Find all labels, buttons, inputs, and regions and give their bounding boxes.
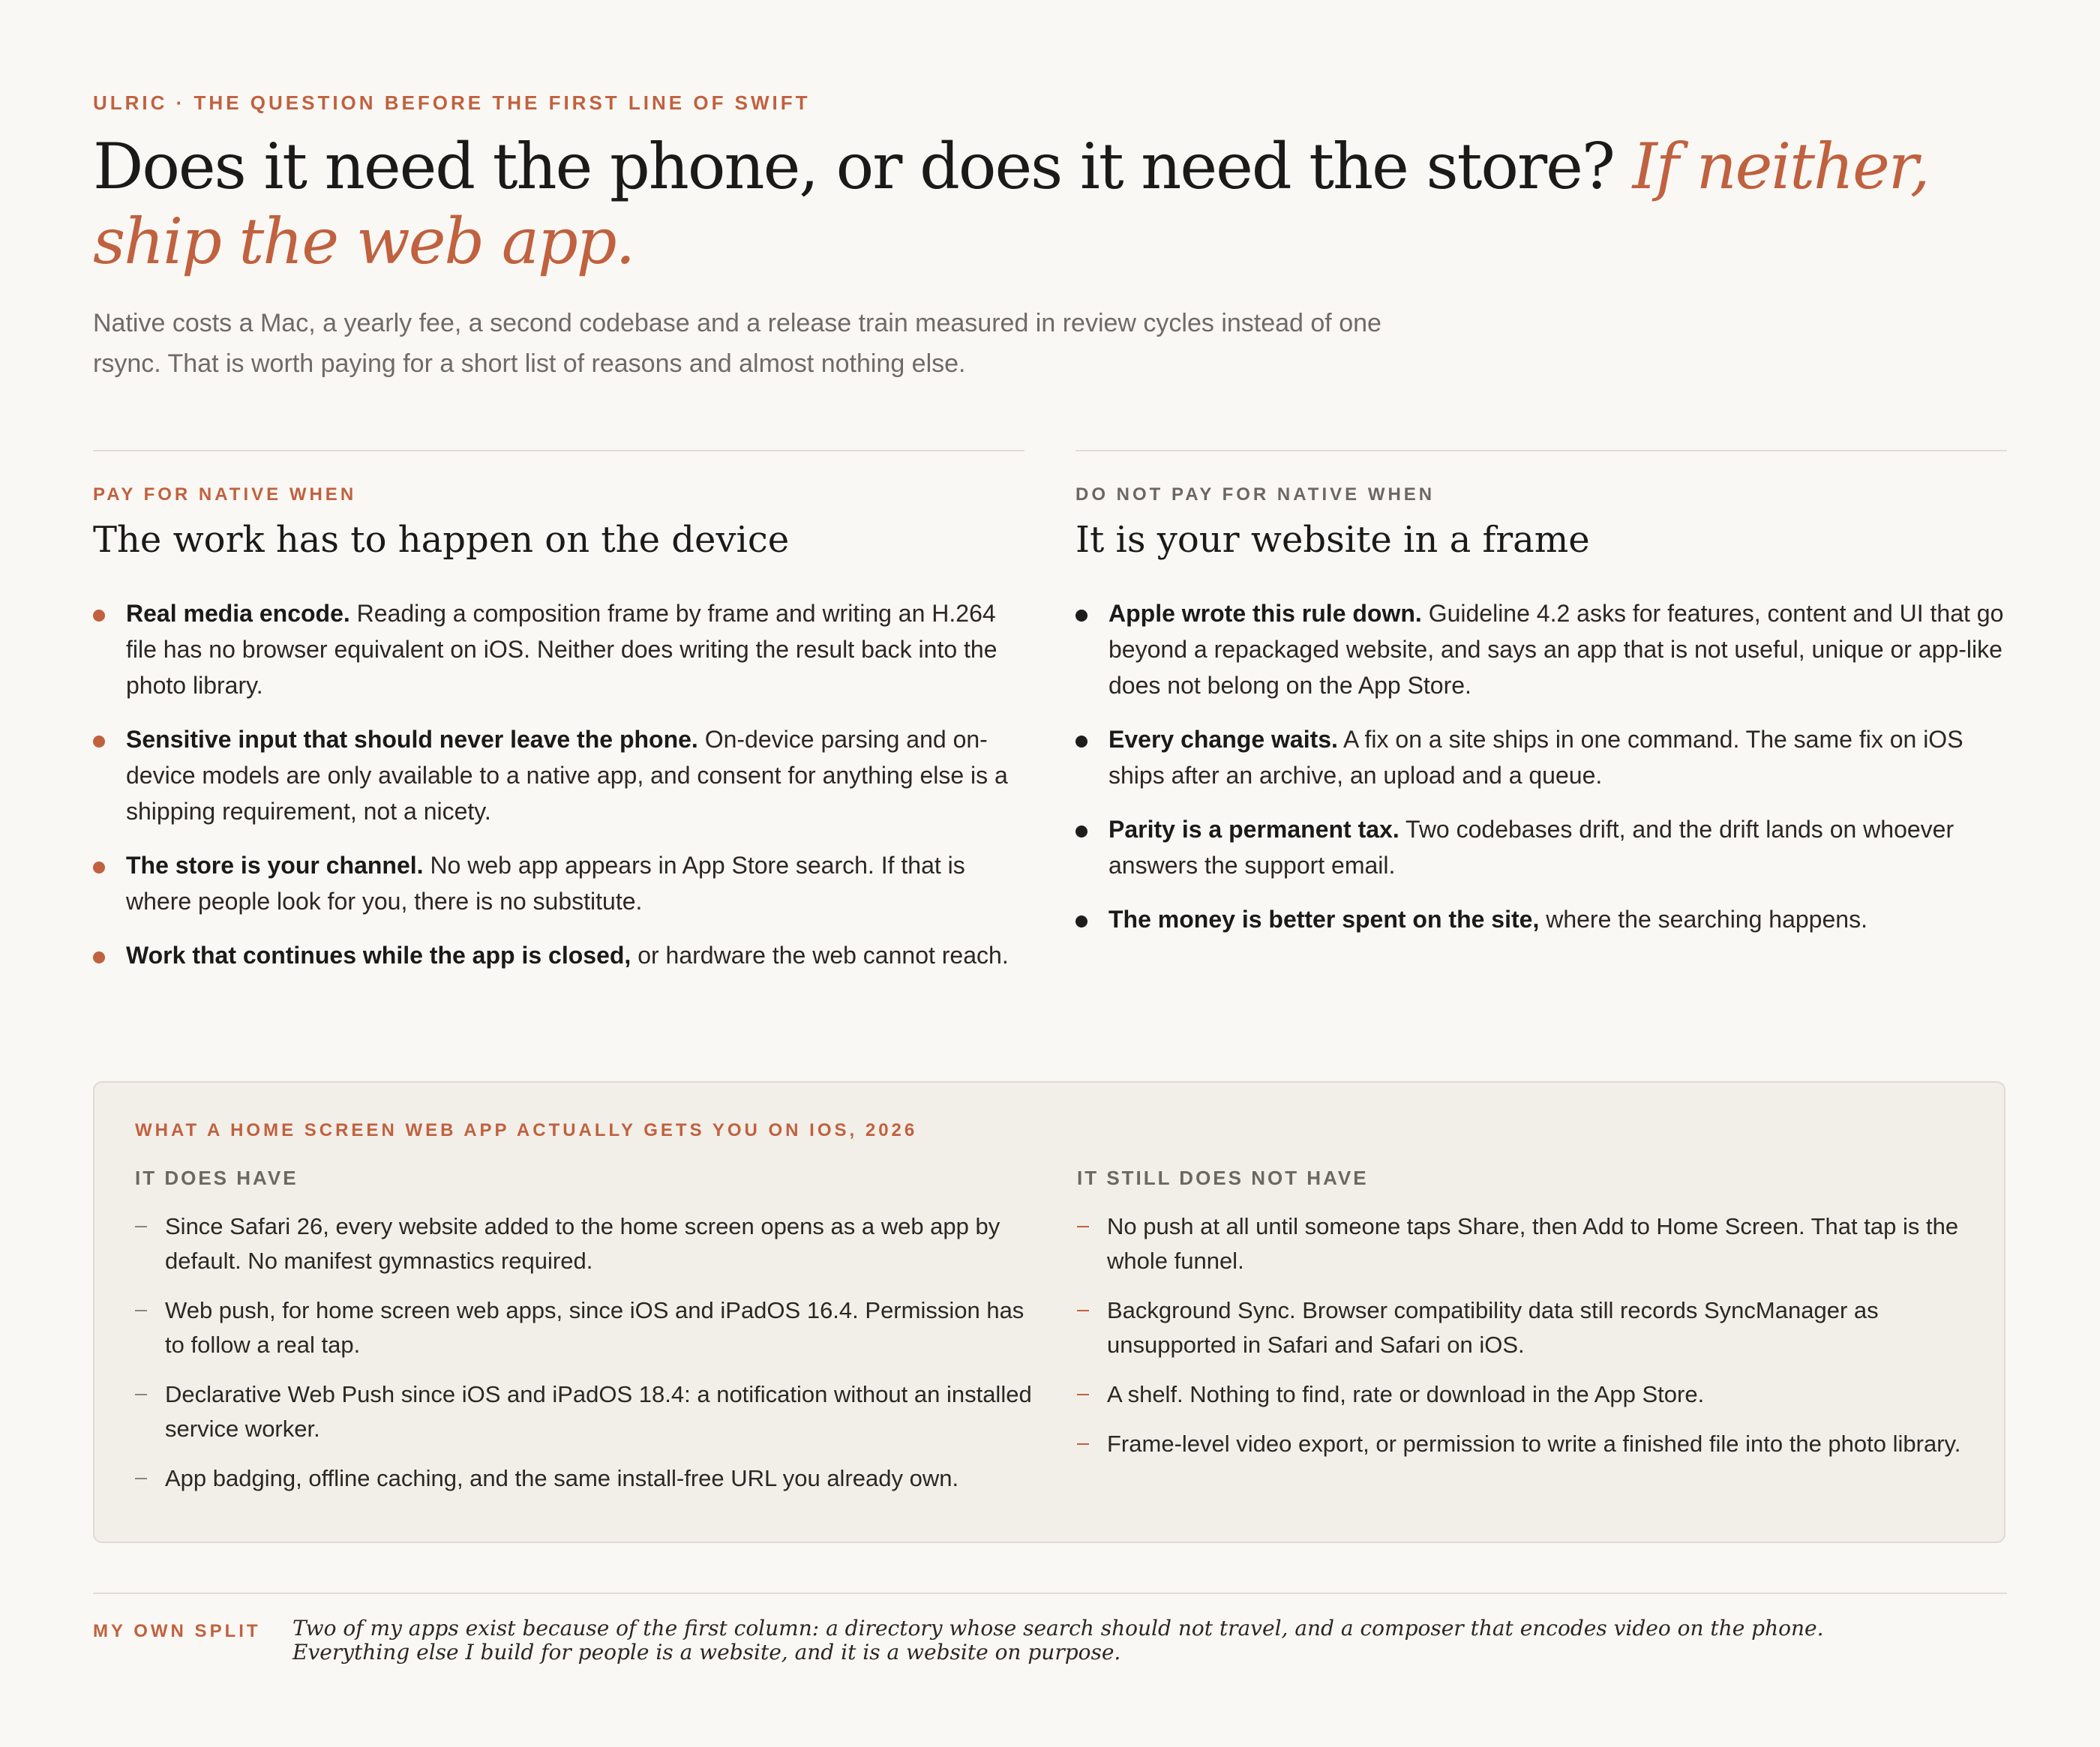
does-have-column: [135, 1167, 1035, 1511]
item-bold: Sensitive input that should never leave the phone.: [126, 726, 698, 753]
list-item: [1077, 1293, 1970, 1362]
item-bold: Apple wrote this rule down.: [1108, 600, 1422, 627]
item-text: No push at all until someone taps Share, then Add to Home Screen. That tap is the whole funnel.: [1107, 1213, 1959, 1274]
title-main: Does it need the phone, or does it need the store?: [93, 130, 1633, 203]
bullet-dot-icon: [1076, 610, 1088, 622]
web-app-capabilities-box: [93, 1081, 2006, 1543]
item-text: On-device parsing and on-device models are only available to a native app, and consent for anything else is a shipping requirement, not a nicety.: [126, 726, 1008, 825]
bullet-dot-icon: [93, 736, 105, 748]
item-bold: Parity is a permanent tax.: [1108, 816, 1400, 843]
item-text: Guideline 4.2 asks for features, content and UI that go beyond a repackaged website, and says an app that is not useful, unique or app-like does not belong on the App Store.: [1108, 600, 2004, 699]
column-heading: The work has to happen on the device: [93, 519, 790, 561]
item-text: App badging, offline caching, and the same install-free URL you already own.: [165, 1465, 959, 1491]
dash-icon: [135, 1394, 147, 1395]
item-text: A shelf. Nothing to find, rate or download in the App Store.: [1107, 1381, 1705, 1407]
pay-native-column: [93, 450, 1024, 991]
dont-pay-native-list: [1076, 595, 2007, 937]
item-text: where the searching happens.: [1539, 906, 1868, 933]
lede: Native costs a Mac, a yearly fee, a second codebase and a release train measured in review cycles instead of one rsync. That is worth paying for a short list of reasons and almost nothing else.: [93, 309, 1382, 378]
item-text: Frame-level video export, or permission to write a finished file into the photo library.: [1107, 1431, 1961, 1457]
item-bold: Real media encode.: [126, 600, 350, 627]
dash-icon: [1077, 1443, 1089, 1445]
footer-label: MY OWN SPLIT: [93, 1621, 261, 1641]
eyebrow: ULRIC · THE QUESTION BEFORE THE FIRST LINE OF SWIFT: [93, 91, 811, 114]
dont-pay-native-column: [1076, 450, 2007, 955]
pay-native-list: [93, 595, 1024, 973]
bullet-dot-icon: [1076, 826, 1088, 838]
list-item: [1077, 1377, 1970, 1412]
item-text: Reading a composition frame by frame and writing an H.264 file has no browser equivalent on iOS. Neither does writing the result back into the photo library.: [126, 600, 998, 699]
does-not-have-label: IT STILL DOES NOT HAVE: [1077, 1167, 1369, 1189]
item-bold: Work that continues while the app is closed,: [126, 942, 632, 969]
bullet-dot-icon: [1076, 736, 1088, 748]
box-title: WHAT A HOME SCREEN WEB APP ACTUALLY GETS YOU ON IOS, 2026: [135, 1120, 918, 1140]
dash-icon: [1077, 1394, 1089, 1395]
dash-icon: [1077, 1226, 1089, 1227]
list-item: [93, 847, 1024, 919]
item-text: Background Sync. Browser compatibility data still records SyncManager as unsupported in Safari and Safari on iOS.: [1107, 1297, 1879, 1358]
column-label: PAY FOR NATIVE WHEN: [93, 484, 357, 505]
item-text: or hardware the web cannot reach.: [631, 942, 1009, 969]
bullet-dot-icon: [93, 862, 105, 874]
list-item: [1076, 901, 2007, 937]
item-text: Two codebases drift, and the drift lands on whoever answers the support email.: [1108, 816, 1954, 879]
dash-icon: [135, 1478, 147, 1479]
page-title: [93, 129, 1983, 279]
footer: [93, 1593, 2007, 1665]
dash-icon: [135, 1310, 147, 1311]
list-item: [1076, 595, 2007, 703]
title-accent: If neither, ship the web app.: [93, 130, 1929, 278]
list-item: [1077, 1427, 1970, 1461]
column-label: DO NOT PAY FOR NATIVE WHEN: [1076, 484, 1436, 505]
list-item: [135, 1293, 1035, 1362]
item-text: Declarative Web Push since iOS and iPadOS 18.4: a notification without an installed service worker.: [165, 1381, 1032, 1442]
list-item: [93, 937, 1024, 973]
list-item: [1076, 811, 2007, 883]
dash-icon: [135, 1226, 147, 1227]
item-bold: Every change waits.: [1108, 726, 1338, 753]
does-not-have-column: [1077, 1167, 1970, 1476]
item-text: No web app appears in App Store search. If that is where people look for you, there is no substitute.: [126, 852, 965, 915]
item-text: Since Safari 26, every website added to the home screen opens as a web app by default. No manifest gymnastics required.: [165, 1213, 1000, 1274]
dash-icon: [1077, 1310, 1089, 1311]
list-item: [135, 1377, 1035, 1446]
item-bold: The store is your channel.: [126, 852, 424, 879]
list-item: [135, 1461, 1035, 1496]
bullet-dot-icon: [93, 951, 105, 963]
does-not-have-list: [1077, 1209, 1970, 1461]
bullet-dot-icon: [93, 610, 105, 622]
list-item: [1076, 721, 2007, 793]
does-have-list: [135, 1209, 1035, 1496]
does-have-label: IT DOES HAVE: [135, 1167, 298, 1189]
item-text: A fix on a site ships in one command. The same fix on iOS ships after an archive, an upload and a queue.: [1108, 726, 1964, 789]
list-item: [93, 595, 1024, 703]
list-item: [1077, 1209, 1970, 1278]
bullet-dot-icon: [1076, 915, 1088, 927]
item-bold: The money is better spent on the site,: [1108, 906, 1540, 933]
footer-text: Two of my apps exist because of the first column: a directory whose search should not travel, and a composer that encodes video on the phone. Everything else I build for people is a website, and it is a website on purpose.: [292, 1616, 1824, 1665]
column-heading: It is your website in a frame: [1076, 519, 1590, 561]
list-item: [93, 721, 1024, 829]
item-text: Web push, for home screen web apps, since iOS and iPadOS 16.4. Permission has to follow a real tap.: [165, 1297, 1024, 1358]
list-item: [135, 1209, 1035, 1278]
